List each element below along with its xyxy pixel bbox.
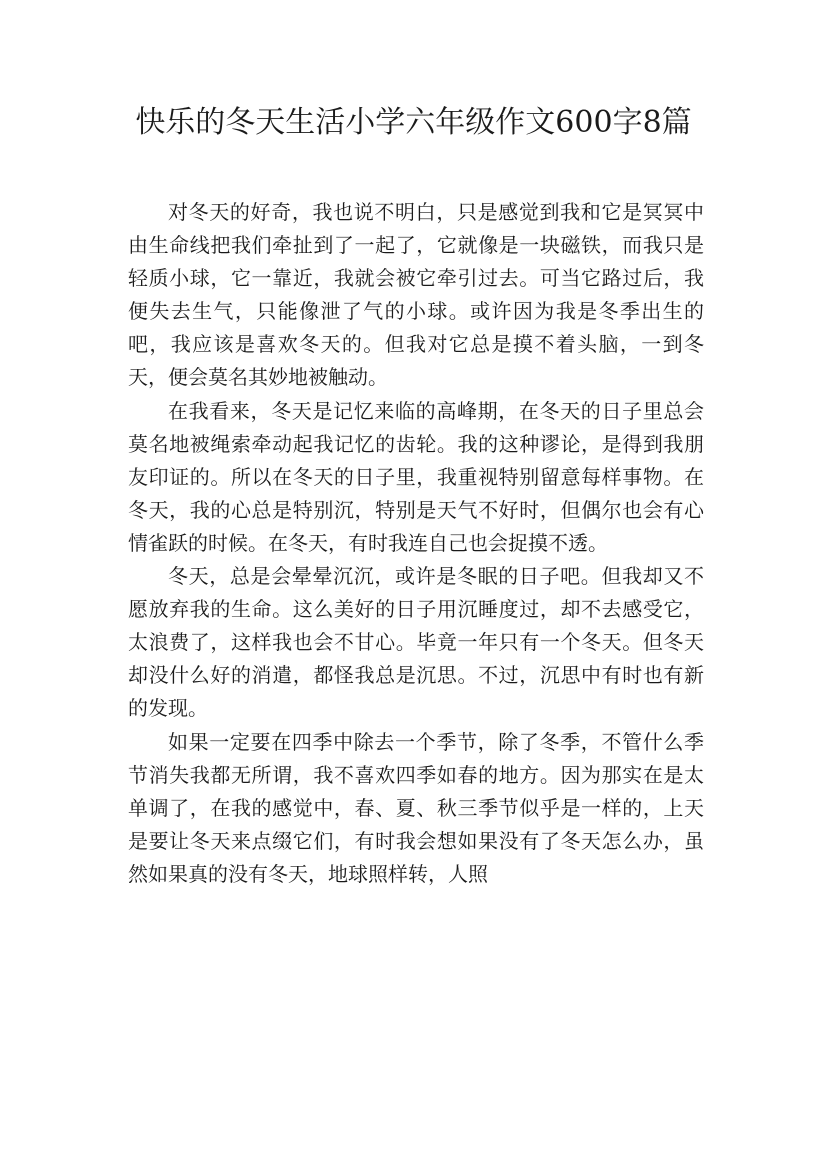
paragraph-1: 对冬天的好奇，我也说不明白，只是感觉到我和它是冥冥中由生命线把我们牵扯到了一起了，它就像是一块磁铁，而我只是轻质小球，它一靠近，我就会被它牵引过去。可当它路过后，我便失去生气，只能像泄了气的小球。或许因为我是冬季出生的吧，我应该是喜欢冬天的。但我对它总是摸不着头脑，一到冬天，便会莫名其妙地被触动。 <box>128 200 704 390</box>
paragraph-2: 在我看来，冬天是记忆来临的高峰期，在冬天的日子里总会莫名地被绳索牵动起我记忆的齿轮。我的这种谬论，是得到我朋友印证的。所以在冬天的日子里，我重视特别留意每样事物。在冬天，我的心总是特别沉，特别是天气不好时，但偶尔也会有心情雀跃的时候。在冬天，有时我连自己也会捉摸不透。 <box>128 398 704 555</box>
document-title: 快乐的冬天生活小学六年级作文600字8篇 <box>135 105 692 140</box>
paragraph-3: 冬天，总是会晕晕沉沉，或许是冬眠的日子吧。但我却又不愿放弃我的生命。这么美好的日子用沉睡度过，却不去感受它，太浪费了，这样我也会不甘心。毕竟一年只有一个冬天。但冬天却没什么好的消遣，都怪我总是沉思。不过，沉思中有时也有新的发现。 <box>128 564 704 721</box>
document-body <box>128 196 704 891</box>
paragraph-4: 如果一定要在四季中除去一个季节，除了冬季，不管什么季节消失我都无所谓，我不喜欢四季如春的地方。因为那实在是太单调了，在我的感觉中，春、夏、秋三季节似乎是一样的，上天是要让冬天来点缀它们，有时我会想如果没有了冬天怎么办，虽然如果真的没有冬天，地球照样转，人照 <box>128 729 704 886</box>
